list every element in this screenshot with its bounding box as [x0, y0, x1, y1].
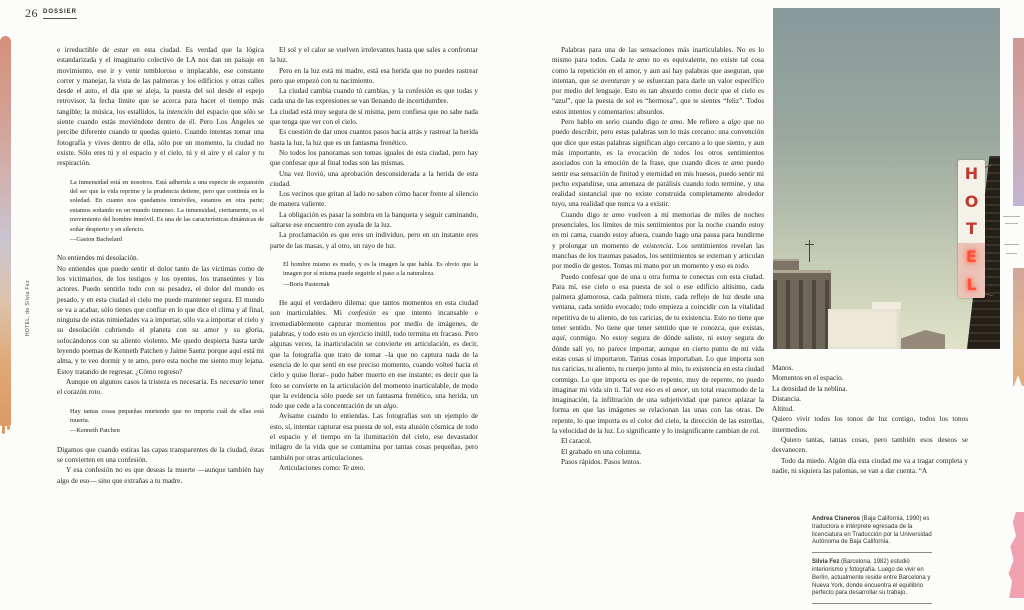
next-page-image-notch [1014, 375, 1022, 386]
white-wall [828, 309, 901, 349]
page-number: 26 [25, 6, 38, 20]
sign-letter-lit: L [958, 270, 985, 298]
quote-attribution: —Gaston Bachelard [70, 236, 122, 243]
paragraph: Todo da miedo. Algún día esta ciudad me va a tragar completa y nadie, ni siquiera las palomas, se van a dar cuenta. “A [772, 456, 968, 475]
list-line: Manos. [772, 364, 794, 372]
quote-attribution: —Boris Pasternak [283, 280, 330, 288]
list-line: El caracol. [561, 437, 592, 446]
photo-credit-vertical: HOTEL, de Silvia Fez [25, 280, 31, 337]
next-page-text-sliver [1006, 253, 1017, 254]
pull-quote [70, 407, 264, 436]
paint-drip [2, 424, 5, 434]
paragraph: No entiendes que puedo sentir el dolor tanto de las víctimas como de los victimarios, de los testigos y los oyentes, los transeúntes y los actores. Puedo sentirlo todo con su pesadez, el dolor del mundo es pesado, y en esta ciudad el cielo me puede mantener segura. El mundo se va a acabar, sólo tienes que confiar en lo que dice el clima y al final, ninguna de estas nimiedades va a importar, sólo va a importar el cielo y su desolación cubriendo el planeta con su amor y su gloria, sofocándonos con su aliento violento. Me quedo despierta hasta tarde leyendo poemas de Kenneth Patchen y Jaime Saenz porque aquí está mi alma, y te veo dormir y te amo, pero esta noche me siento muy lejana. Estoy tratando de regresar. ¿Cómo regreso? [57, 264, 264, 376]
paragraph: Y esa confesión no es que deseas la muerte —aunque también hay algo de eso— sino que extrañas a tu madre. [57, 466, 264, 485]
paragraph: He aquí el verdadero dilema: que tantos momentos en esta ciudad son inarticulables. Mi confesión es que intento incansable e irremediablemente capturar momentos por medio de imágenes, de palabras, y todo esto es un ejercicio inútil, todo termina en fracaso. Pero algunas veces, la inarticulación se convierte en articulación, es decir, que la fotografía que trato de tomar –la que no captura nada de la esencia de lo que sentí en ese preciso momento, cuando volteé hacia el cielo y quise llorar– pudo haber muerto en ese instante; es decir que la foto se convierte en la articulación del momento inarticulable, de modo que la evidencia sólo puede ser un fantasma frenético, una herida, un todo que cede a la concentración de un algo. [270, 299, 478, 411]
sign-letter: H [964, 164, 979, 184]
bio-name: Silvia Fez [812, 559, 840, 566]
painted-margin-strip [0, 36, 11, 426]
paragraph: Quiero vivir todos los tonos de luz contigo, todos los tonos intermedios. [772, 415, 968, 434]
quote-text: La inmensidad está en nosotros. Está adherida a una especie de expansión del ser que la vida reprime y la prudencia detiene, pero que continúa en la soledad. En cuanto nos quedamos inmóviles, estamos en otra parte; estamos soñando en un mundo inmenso. La inmensidad, ciertamente, es el movimiento del hombre inmóvil. Es una de las características dinámicas de soñar despierto y en silencio. [70, 178, 264, 233]
text-column-1 [57, 45, 264, 580]
pull-quote [283, 260, 478, 289]
list-line: El grabado en una columna. [561, 447, 642, 456]
next-page-image-sliver [1013, 268, 1024, 386]
hotel-photo [773, 8, 1000, 349]
next-page-text-sliver [1004, 244, 1019, 245]
paragraph: La ciudad cambia cuando tú cambias, y la confesión es que todas y cada una de las expresiones se van llenando de incertidumbre. [270, 87, 478, 106]
building-windows [773, 280, 831, 349]
next-page-text-sliver [1005, 223, 1018, 224]
paragraph: Es cuestión de dar unos cuantos pasos hacia atrás y rastrear la herida hasta la luz, la luz que es un fantasma frenético. [270, 128, 478, 147]
text-column-2 [270, 45, 478, 585]
paragraph: La proclamación es que eres un individuo, pero en un instante eres parte de las masas, y al otro, un rayo de luz. [270, 231, 478, 250]
next-page-text-sliver [1003, 216, 1020, 217]
building-mid [901, 330, 945, 349]
hotel-sign [958, 160, 985, 298]
paragraph: Pero hablo en serio cuando digo te amo. Me refiero a algo que no puedo describir, pero estas palabras son lo más cercano: una convención que dice que estas palabras significan algo cercano a lo que siento, y aun más importante, es la evocación de todos los otros sentimientos asociados con la emoción de la frase, que cuando dices te amo puedo sentir esa sensación de finitud y eternidad en mis huesos, puedo sentir mi pecho expandirse, una amenaza de parálisis cuando todo termine, y una realidad sustancial que no existe construida completamente alrededor tuyo, una realidad que nunca va a existir. [552, 118, 764, 209]
sign-letter-lit: E [958, 243, 985, 271]
text-column-4 [772, 363, 968, 513]
list-line: La densidad de la neblina. [772, 384, 848, 393]
paragraph: El sol y el calor se vuelven irrelevantes hasta que sales a confrontar la luz. [270, 46, 478, 65]
bio-entry [812, 516, 932, 553]
paragraph: Quiero tantas, tantas cosas, pero también esos deseos se desvanecen. [772, 436, 968, 455]
next-page-pink-shape [1006, 512, 1024, 598]
paint-drip [7, 424, 10, 430]
list-line: Distancia. [772, 394, 801, 403]
paragraph: Cuando digo te amo vuelven a mí memorias de miles de noches presenciales, los límites de mis sentimientos por la noche cuando estoy en mi cama, cuando estoy afuera, cuando hago una pausa para hundirme y prolongar un momento de existencia. Los sentimientos revelan las manchas de los traumas pasados, los sentimientos se externan y articulan por medio de gestos. Tomas mi mano por un momento y eso es todo. [552, 210, 764, 271]
paragraph: La ciudad está muy segura de sí misma, pero confiesa que no sabe nada que tenga que ver con el cielo. [270, 107, 478, 127]
paragraph: Pero en la luz está mi madre, está esa herida que no puedes rastrear pero que empezó con tu nacimiento. [270, 66, 478, 85]
paragraph: Palabras para una de las sensaciones más inarticulables. No es lo mismo para todos. Cada te amo no es equivalente, no existe tal cosa como la repetición en el amor, y aun así hay palabras que aseguran, que intentan, que se aventuran y se esfuerzan para darle un valor específico por medio del lenguaje. Esto es tan absurdo como decir que el cielo es “azul”, que la puesta de sol es “hermosa”, que te sientes “feliz”. Todos estos intentos y comentarios: absurdos. [552, 46, 764, 116]
bio-name: Andrea Cisneros [812, 516, 861, 522]
paragraph: No entiendes mi desolación. [57, 254, 139, 263]
text-column-3 [552, 45, 764, 590]
paragraph: Digamos que cuando estiras las capas transparentes de la ciudad, éstas se convierten en una confesión. [57, 445, 264, 465]
list-line: Altitud. [772, 405, 795, 414]
bio-text: (Baja California, 1990) es traductora e intérprete egresada de la licenciatura en Traducción por la Universidad Autónoma de Baja California. [812, 516, 932, 546]
paragraph: Avísame cuando lo entiendas. Las fotografías son un ejemplo de esto, sí, intentar capturar esa puesta de sol, esta alusión cósmica de todo el espacio y el tiempo en la iluminación del cielo, ese devastador milagro de la vida que se contamina por tantas cosas pequeñas, pero también por otras articulaciones. [270, 412, 478, 462]
paragraph: Articulaciones como: Te amo. [279, 463, 365, 472]
paragraph: Aunque en algunos casos la tristeza es necesaria. Es necesario tener el corazón roto. [57, 377, 264, 397]
paragraph: La obligación es pasar la sombra en la banqueta y seguir caminando, saltarse ese encuentro con ayuda de la luz. [270, 210, 478, 230]
antenna [805, 244, 814, 245]
paragraph: No todos los panoramas son tomas iguales de esta ciudad, pero hay que confesar que al final todas son las mismas. [270, 148, 478, 168]
paragraph: Una vez llovió, una aprobación desconsiderada a la herida de esta ciudad. [270, 169, 478, 188]
quote-text: El hombre mismo es mudo, y es la imagen la que habla. Es obvio que la imagen por sí misma puede seguirle el paso a la naturaleza. [283, 260, 478, 278]
quote-text: Hay tantas cosas pequeñas muriendo que no importa cuál de ellas está muerta. [70, 407, 264, 424]
list-line: Pasos rápidos. Pasos lentos. [561, 457, 642, 466]
sign-letter: O [964, 191, 979, 211]
paragraph: Puedo confesar que de una u otra forma te conectas con esta ciudad. Para mí, ese cielo o esa puesta de sol o ese edificio altísimo, cada palmera glamorosa, cada palmera triste, cada reflejo de luz desde una ventana, cada sonido evocado; todo empieza a coincidir con la vitalidad repetitiva de tu aliento, de tus caricias, de tu existencia. Esto no tiene que tener sentido. No tiene que tener sentido que te conozca, que existas, aquí, conmigo. No estoy segura de dónde saliste, ni estoy segura de dónde salí yo, no parece importar, aunque en cierto punto de mi vida estas cosas sí importaron. Tantas cosas importaban. Lo que importa son tus caricias, tu aliento, tu cuerpo junto al mío, tu existencia en esta ciudad conmigo. Lo que importa es que de repente, muy de repente, no puedo imaginar mi vida sin ti. Tal vez eso es el amor, un total reacomodo de la imaginación, la infiltración de una subjetividad que parece aplazar la forma en que las imágenes se relacionan las unas con las otras. De repente, lo que importa es el color del cielo, la dirección de las estrellas, la velocidad de la luz. Lo significante y lo insignificante cambian de rol. [552, 272, 764, 435]
contributor-bios [812, 516, 932, 610]
bio-text: (Barcelona, 1982) estudió interiorismo y fotografía. Luego de vivir en Berlín, actualmente reside entre Barcelona y Nueva York, donde encuentra el equilibrio perfecto para desarrollar su trabajo. [812, 559, 931, 597]
pull-quote [70, 178, 264, 245]
next-page-image-sliver [1013, 38, 1024, 206]
section-label: DOSSIER [43, 9, 77, 19]
quote-attribution: —Kenneth Patchen [70, 427, 120, 435]
bio-entry [812, 559, 932, 604]
sign-letter: T [966, 219, 977, 239]
paragraph: Los vecinos que gritan al lado no saben cómo hacer frente al silencio de manera valiente. [270, 190, 478, 209]
paragraph: e irreductible de estar en esta ciudad. Es verdad que la lógica estandarizada y el imaginario colectivo de LA nos dan un paisaje en movimiento, ese ir y venir tembloroso e implacable, ese constante correr y manejar, la vista de las palmeras y los edificios y otras calles desde el auto, el día que se aleja, la puesta del sol desde el espejo retrovisor, la fecha límite que se acerca para hacer el tiempo más tangible; la música, los estallidos, la intención del espacio que sólo se siente cuando estás moviéndote dentro de él. Pero Los Ángeles se percibe diferente cuando te quedas quieto. Cuando intentas tomar una fotografía y vives dentro de ella, sólo por un momento, la ciudad no existe. Sólo eres tú y el espacio y el cielo, tú y el aire y el calor y tu respiración. [57, 46, 264, 168]
list-line: Momentos en el espacio. [772, 374, 844, 383]
